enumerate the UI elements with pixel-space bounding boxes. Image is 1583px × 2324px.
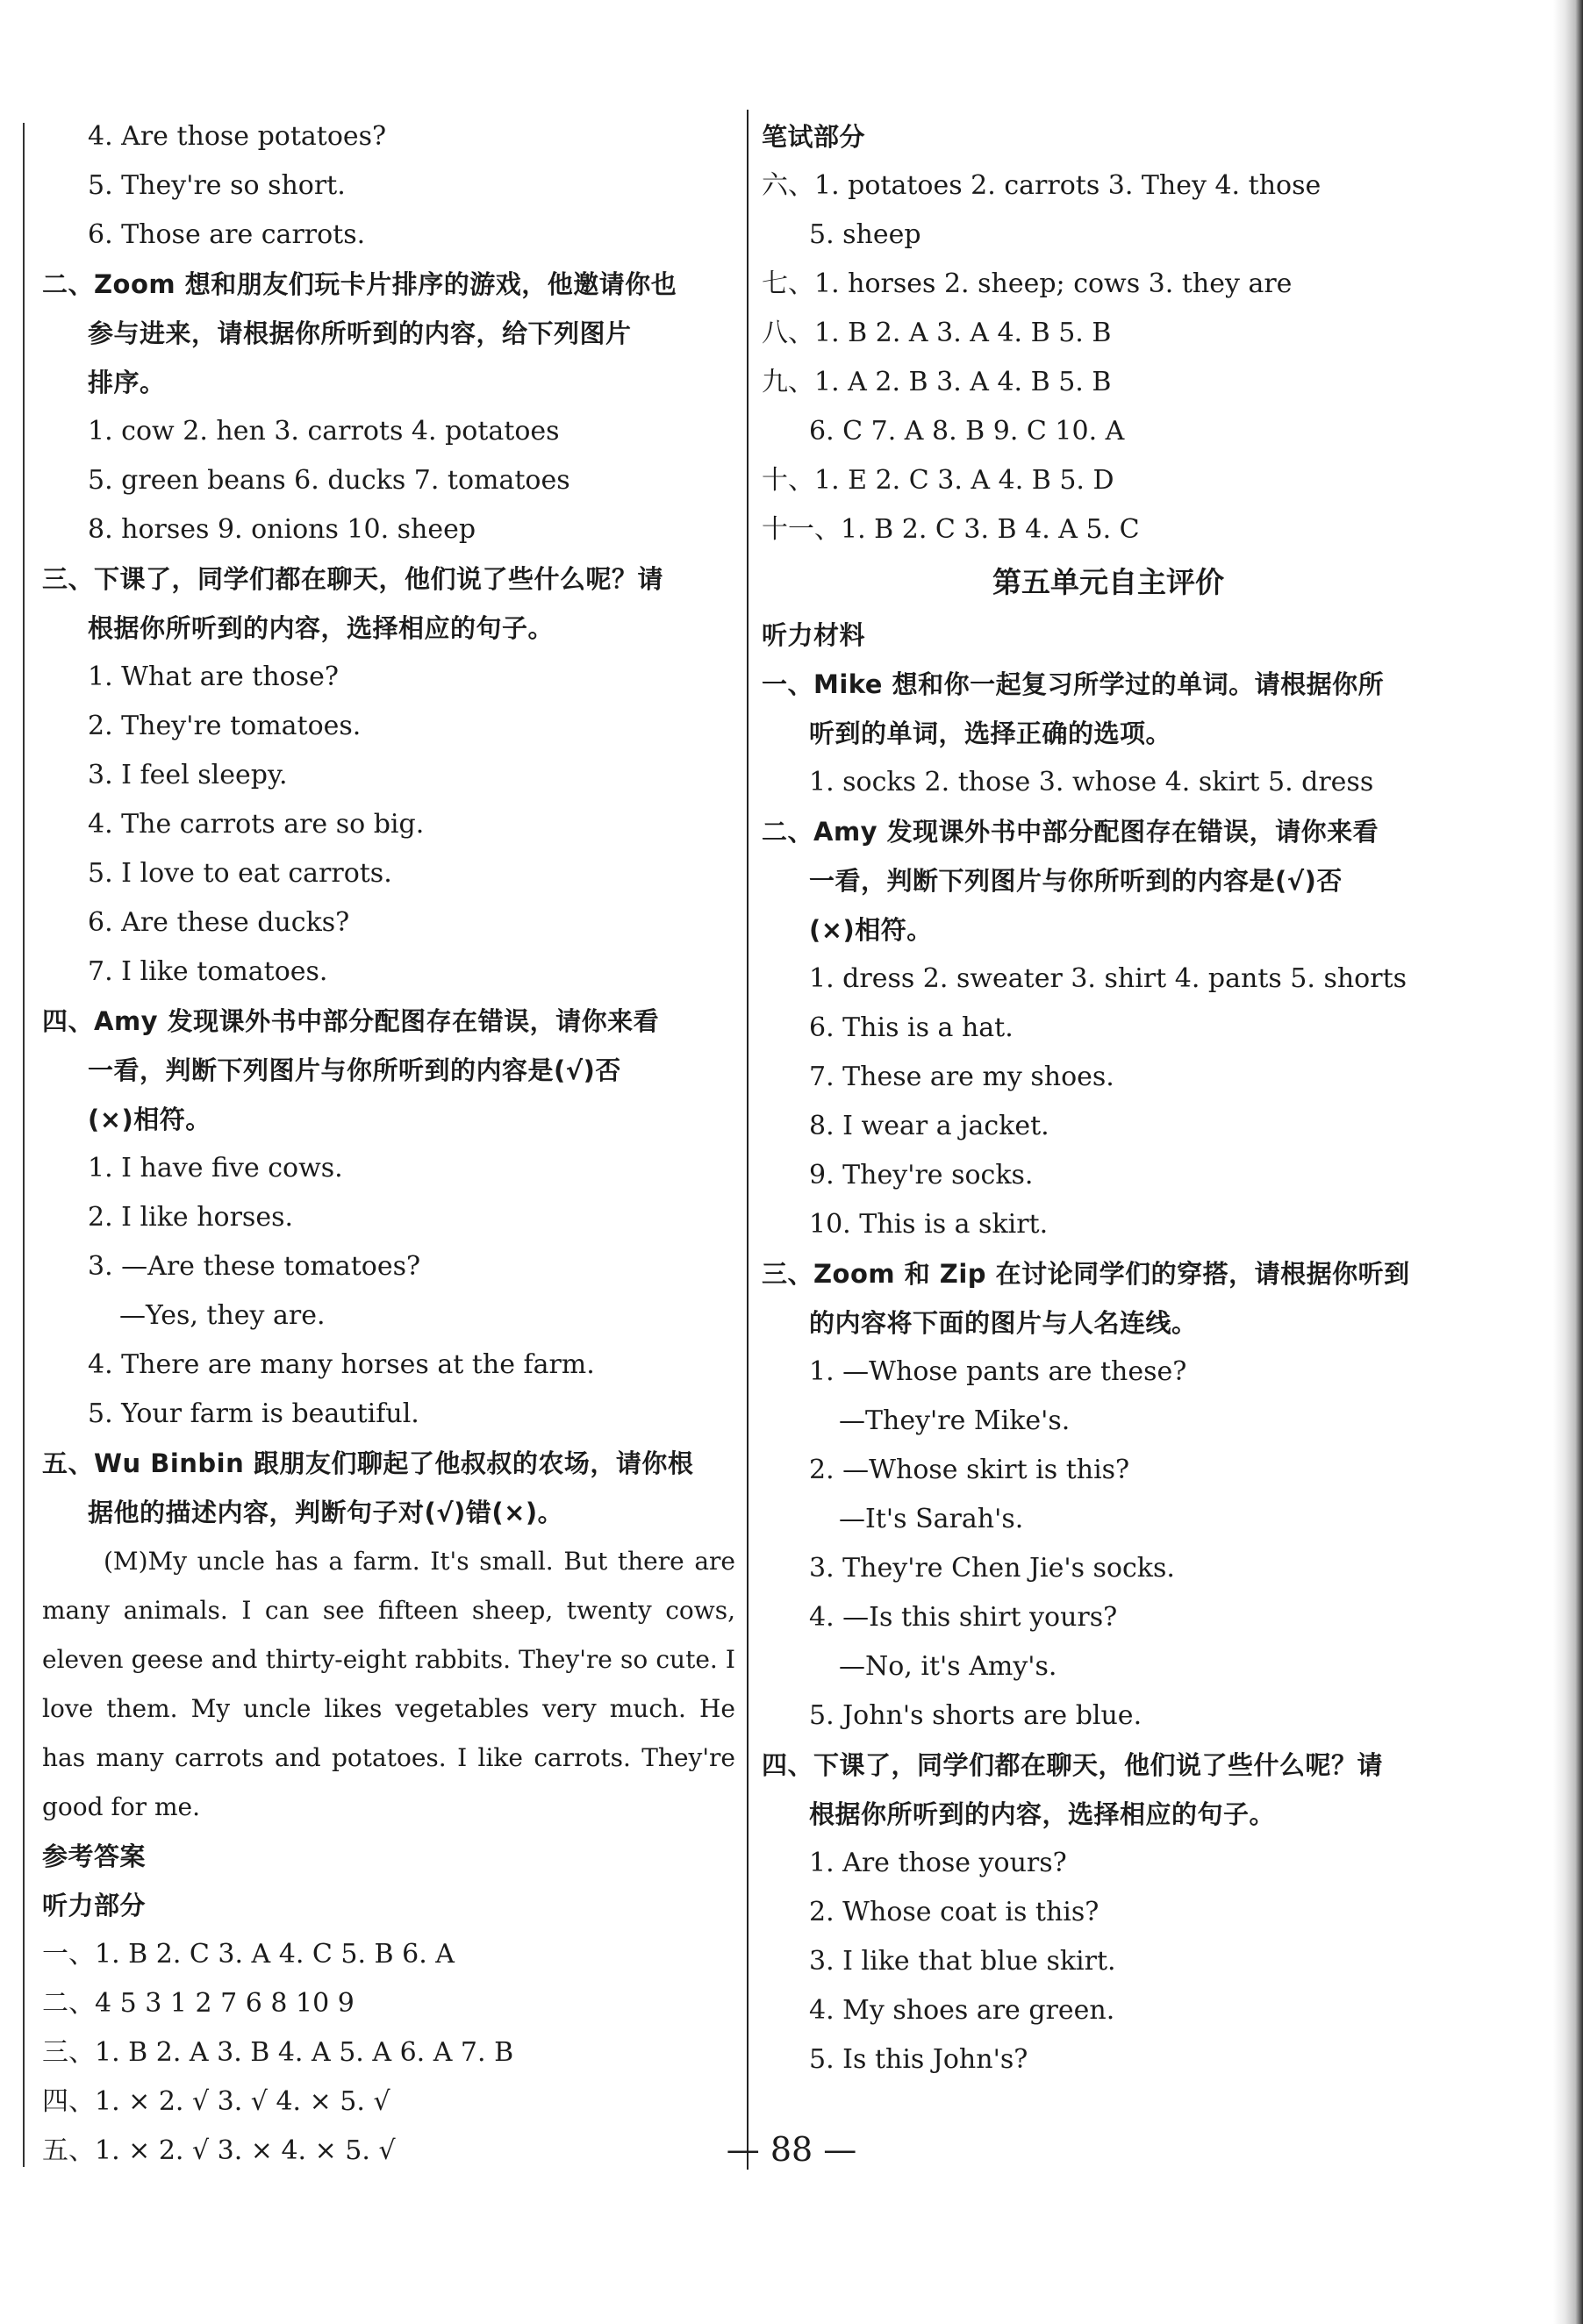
section-heading: 听力材料 (762, 620, 866, 650)
text-line: —It's Sarah's. (839, 1504, 1024, 1534)
text-line: 4. There are many horses at the farm. (88, 1349, 595, 1380)
text-line: 1. cow 2. hen 3. carrots 4. potatoes (88, 416, 560, 447)
text-line: 5. I love to eat carrots. (88, 858, 392, 889)
section-heading: 五、Wu Binbin 跟朋友们聊起了他叔叔的农场，请你根 (42, 1448, 694, 1478)
unit-five-listening-section (762, 611, 1455, 2084)
text-line: —They're Mike's. (839, 1405, 1071, 1436)
section-heading: 的内容将下面的图片与人名连线。 (809, 1308, 1198, 1338)
written-answers-section (762, 112, 1455, 554)
text-line: 5. green beans 6. ducks 7. tomatoes (88, 465, 570, 496)
text-line: 7. I like tomatoes. (88, 956, 328, 987)
text-line: 三、1. B 2. A 3. B 4. A 5. A 6. A 7. B (42, 2037, 514, 2068)
left-margin-rule (23, 123, 25, 2167)
text-line: 8. I wear a jacket. (809, 1111, 1049, 1141)
section-heading: 一看，判断下列图片与你所听到的内容是(√)否 (88, 1055, 621, 1085)
text-line: —No, it's Amy's. (839, 1651, 1057, 1682)
text-line: 2. —Whose skirt is this? (809, 1455, 1130, 1485)
left-column (42, 112, 735, 2176)
text-line: 5. Is this John's? (809, 2044, 1028, 2075)
text-line: 3. I like that blue skirt. (809, 1946, 1116, 1977)
section-heading: (×)相符。 (88, 1105, 211, 1134)
text-line: 3. They're Chen Jie's socks. (809, 1553, 1175, 1584)
section-heading: 一看，判断下列图片与你所听到的内容是(√)否 (809, 866, 1343, 896)
answer-key-section (42, 1832, 735, 2176)
section-heading: 三、Zoom 和 Zip 在讨论同学们的穿搭，请根据你听到 (762, 1259, 1410, 1289)
text-line: 10. This is a skirt. (809, 1209, 1049, 1240)
section-heading: 笔试部分 (762, 122, 866, 152)
text-line: 九、1. A 2. B 3. A 4. B 5. B (762, 367, 1112, 397)
section-heading: 听到的单词，选择正确的选项。 (809, 719, 1172, 748)
text-line: 一、1. B 2. C 3. A 4. C 5. B 6. A (42, 1939, 455, 1970)
section-heading: 根据你所听到的内容，选择相应的句子。 (809, 1799, 1276, 1829)
text-line: 6. This is a hat. (809, 1012, 1014, 1043)
text-line: 1. What are those? (88, 661, 339, 692)
section-heading: 听力部分 (42, 1891, 147, 1920)
unit-five-title: 第五单元自主评价 (992, 565, 1224, 599)
section-heading: 根据你所听到的内容，选择相应的句子。 (88, 613, 555, 643)
listening-passage: (M)My uncle has a farm. It's small. But there are many animals. I can see fifteen sheep, twenty cows, eleven geese and thirty-eight rabbits. They're so cute. I love them. My uncle likes vegetables very much. He has many carrots and potatoes. I like carrots. They're good for me. (42, 1547, 735, 1821)
text-line: 六、1. potatoes 2. carrots 3. They 4. those (762, 170, 1322, 201)
text-line: 五、1. × 2. √ 3. × 4. × 5. √ (42, 2135, 396, 2166)
text-line: 1. dress 2. sweater 3. shirt 4. pants 5. shorts (809, 963, 1408, 994)
text-line: 4. My shoes are green. (809, 1995, 1115, 2026)
text-line: 4. Are those potatoes? (88, 121, 387, 152)
text-line: 1. socks 2. those 3. whose 4. skirt 5. dress (809, 767, 1374, 797)
text-line: 6. Are these ducks? (88, 907, 350, 938)
section-heading: 参考答案 (42, 1841, 147, 1871)
text-line: —Yes, they are. (119, 1300, 326, 1331)
left-lines (42, 112, 735, 1537)
text-line: 十一、1. B 2. C 3. B 4. A 5. C (762, 514, 1140, 545)
section-heading: 二、Zoom 想和朋友们玩卡片排序的游戏，他邀请你也 (42, 269, 677, 299)
text-line: 1. —Whose pants are these? (809, 1356, 1187, 1387)
text-line: 4. The carrots are so big. (88, 809, 425, 840)
text-line: 八、1. B 2. A 3. A 4. B 5. B (762, 318, 1112, 348)
text-line: 5. sheep (809, 219, 921, 250)
section-heading: 一、Mike 想和你一起复习所学过的单词。请根据你所 (762, 669, 1385, 699)
page-number: — 88 — (726, 2130, 857, 2169)
right-column (762, 112, 1455, 2084)
section-heading: 四、下课了，同学们都在聊天，他们说了些什么呢？请 (762, 1750, 1384, 1780)
section-heading: 参与进来，请根据你所听到的内容，给下列图片 (88, 318, 632, 348)
text-line: 5. John's shorts are blue. (809, 1700, 1142, 1731)
section-heading: 排序。 (88, 368, 166, 397)
scan-edge-shadow (1553, 0, 1583, 2324)
text-line: 七、1. horses 2. sheep; cows 3. they are (762, 268, 1293, 299)
text-line: 6. C 7. A 8. B 9. C 10. A (809, 416, 1125, 447)
section-heading: 三、下课了，同学们都在聊天，他们说了些什么呢？请 (42, 564, 664, 594)
text-line: 二、4 5 3 1 2 7 6 8 10 9 (42, 1988, 355, 2019)
text-line: 四、1. × 2. √ 3. √ 4. × 5. √ (42, 2086, 390, 2117)
section-heading: 四、Amy 发现课外书中部分配图存在错误，请你来看 (42, 1006, 660, 1036)
text-line: 9. They're socks. (809, 1160, 1034, 1191)
text-line: 1. Are those yours? (809, 1848, 1067, 1878)
text-line: 4. —Is this shirt yours? (809, 1602, 1118, 1633)
text-line: 3. —Are these tomatoes? (88, 1251, 421, 1282)
text-line: 2. Whose coat is this? (809, 1897, 1100, 1927)
section-heading: (×)相符。 (809, 915, 933, 945)
text-line: 十、1. E 2. C 3. A 4. B 5. D (762, 465, 1114, 496)
text-line: 6. Those are carrots. (88, 219, 366, 250)
text-line: 3. I feel sleepy. (88, 760, 288, 790)
text-line: 8. horses 9. onions 10. sheep (88, 514, 476, 545)
text-line: 1. I have five cows. (88, 1153, 343, 1183)
section-heading: 据他的描述内容，判断句子对(√)错(×)。 (88, 1498, 564, 1527)
column-divider (747, 110, 749, 2170)
text-line: 2. They're tomatoes. (88, 711, 362, 741)
text-line: 7. These are my shoes. (809, 1062, 1114, 1092)
text-line: 5. Your farm is beautiful. (88, 1398, 419, 1429)
section-heading: 二、Amy 发现课外书中部分配图存在错误，请你来看 (762, 817, 1379, 847)
text-line: 5. They're so short. (88, 170, 346, 201)
text-line: 2. I like horses. (88, 1202, 294, 1233)
